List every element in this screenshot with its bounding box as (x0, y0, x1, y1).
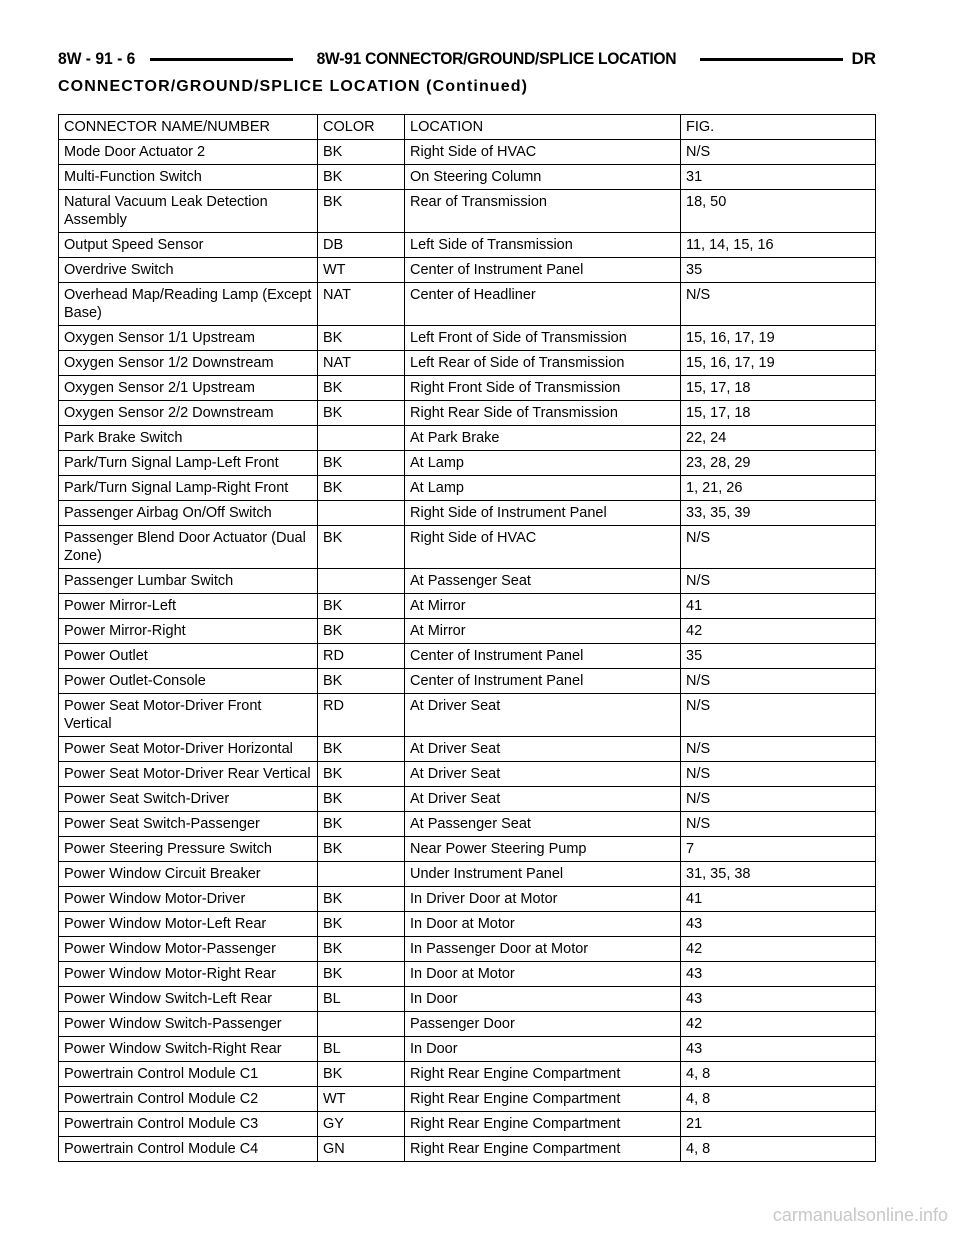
connector-name-cell: Power Outlet (59, 644, 318, 669)
column-header-fig: FIG. (681, 115, 876, 140)
location-cell: At Passenger Seat (405, 569, 681, 594)
connector-name-cell: Power Mirror-Left (59, 594, 318, 619)
fig-cell: 43 (681, 1037, 876, 1062)
fig-cell: 15, 16, 17, 19 (681, 326, 876, 351)
color-cell: BK (318, 326, 405, 351)
location-cell: At Driver Seat (405, 762, 681, 787)
table-header-row (59, 115, 876, 140)
fig-cell: 15, 17, 18 (681, 401, 876, 426)
table-row (59, 1062, 876, 1087)
color-cell: RD (318, 644, 405, 669)
location-cell: Right Front Side of Transmission (405, 376, 681, 401)
location-cell: Right Side of HVAC (405, 140, 681, 165)
connector-name-cell: Power Window Switch-Left Rear (59, 987, 318, 1012)
location-cell: Right Rear Engine Compartment (405, 1062, 681, 1087)
location-cell: In Door (405, 987, 681, 1012)
table-row (59, 862, 876, 887)
table-row (59, 426, 876, 451)
color-cell (318, 862, 405, 887)
color-cell (318, 426, 405, 451)
connector-name-cell: Powertrain Control Module C3 (59, 1112, 318, 1137)
connector-name-cell: Power Seat Switch-Driver (59, 787, 318, 812)
location-cell: At Driver Seat (405, 787, 681, 812)
fig-cell: 35 (681, 258, 876, 283)
table-row (59, 912, 876, 937)
color-cell: BK (318, 962, 405, 987)
connector-name-cell: Park/Turn Signal Lamp-Right Front (59, 476, 318, 501)
fig-cell: N/S (681, 737, 876, 762)
connector-name-cell: Power Window Motor-Passenger (59, 937, 318, 962)
connector-name-cell: Oxygen Sensor 2/1 Upstream (59, 376, 318, 401)
color-cell: BK (318, 762, 405, 787)
table-row (59, 669, 876, 694)
location-cell: Right Side of HVAC (405, 526, 681, 569)
connector-name-cell: Power Window Switch-Passenger (59, 1012, 318, 1037)
connector-name-cell: Powertrain Control Module C2 (59, 1087, 318, 1112)
location-cell: At Lamp (405, 476, 681, 501)
color-cell: BK (318, 451, 405, 476)
location-cell: Center of Instrument Panel (405, 258, 681, 283)
table-row (59, 1112, 876, 1137)
table-row (59, 376, 876, 401)
color-cell: BL (318, 1037, 405, 1062)
location-cell: In Passenger Door at Motor (405, 937, 681, 962)
connector-name-cell: Oxygen Sensor 1/1 Upstream (59, 326, 318, 351)
connector-name-cell: Park/Turn Signal Lamp-Left Front (59, 451, 318, 476)
table-row (59, 962, 876, 987)
location-cell: At Mirror (405, 619, 681, 644)
color-cell: BK (318, 140, 405, 165)
color-cell: BK (318, 787, 405, 812)
location-cell: Right Rear Engine Compartment (405, 1137, 681, 1162)
table-row (59, 401, 876, 426)
connector-name-cell: Multi-Function Switch (59, 165, 318, 190)
color-cell: NAT (318, 283, 405, 326)
color-cell: BL (318, 987, 405, 1012)
table-body (59, 140, 876, 1162)
color-cell: BK (318, 812, 405, 837)
table-row (59, 937, 876, 962)
table-row (59, 165, 876, 190)
connector-name-cell: Powertrain Control Module C4 (59, 1137, 318, 1162)
section-heading: 8W-91 CONNECTOR/GROUND/SPLICE LOCATION (316, 49, 677, 68)
location-cell: Left Rear of Side of Transmission (405, 351, 681, 376)
fig-cell: 11, 14, 15, 16 (681, 233, 876, 258)
location-cell: In Door at Motor (405, 962, 681, 987)
color-cell: NAT (318, 351, 405, 376)
connector-name-cell: Power Outlet-Console (59, 669, 318, 694)
column-header-connector: CONNECTOR NAME/NUMBER (59, 115, 318, 140)
location-cell: Near Power Steering Pump (405, 837, 681, 862)
fig-cell: N/S (681, 526, 876, 569)
table-row (59, 837, 876, 862)
connector-name-cell: Overhead Map/Reading Lamp (Except Base) (59, 283, 318, 326)
table-row (59, 619, 876, 644)
fig-cell: 43 (681, 912, 876, 937)
color-cell: BK (318, 837, 405, 862)
table-row (59, 526, 876, 569)
page-number: 8W - 91 - 6 (58, 49, 136, 68)
location-cell: Center of Headliner (405, 283, 681, 326)
table-row (59, 140, 876, 165)
fig-cell: N/S (681, 694, 876, 737)
fig-cell: 23, 28, 29 (681, 451, 876, 476)
color-cell: BK (318, 165, 405, 190)
table-row (59, 351, 876, 376)
color-cell: DB (318, 233, 405, 258)
watermark: carmanualsonline.info (772, 1205, 948, 1225)
connector-name-cell: Passenger Blend Door Actuator (Dual Zone) (59, 526, 318, 569)
table-row (59, 326, 876, 351)
location-cell: Passenger Door (405, 1012, 681, 1037)
color-cell: BK (318, 912, 405, 937)
color-cell: BK (318, 401, 405, 426)
connector-name-cell: Power Window Circuit Breaker (59, 862, 318, 887)
connector-name-cell: Power Seat Switch-Passenger (59, 812, 318, 837)
fig-cell: N/S (681, 569, 876, 594)
location-cell: In Door at Motor (405, 912, 681, 937)
table-row (59, 569, 876, 594)
location-cell: In Driver Door at Motor (405, 887, 681, 912)
location-cell: On Steering Column (405, 165, 681, 190)
connector-name-cell: Power Window Motor-Right Rear (59, 962, 318, 987)
color-cell (318, 1012, 405, 1037)
fig-cell: 43 (681, 962, 876, 987)
table-row (59, 1012, 876, 1037)
fig-cell: 42 (681, 937, 876, 962)
fig-cell: 35 (681, 644, 876, 669)
table-row (59, 1037, 876, 1062)
location-cell: Center of Instrument Panel (405, 669, 681, 694)
location-cell: At Driver Seat (405, 737, 681, 762)
table-row (59, 1087, 876, 1112)
column-header-location: LOCATION (405, 115, 681, 140)
color-cell: BK (318, 937, 405, 962)
location-cell: At Park Brake (405, 426, 681, 451)
fig-cell: 15, 17, 18 (681, 376, 876, 401)
color-cell: GN (318, 1137, 405, 1162)
connector-name-cell: Power Seat Motor-Driver Rear Vertical (59, 762, 318, 787)
location-cell: At Passenger Seat (405, 812, 681, 837)
table-row (59, 644, 876, 669)
color-cell: BK (318, 669, 405, 694)
table-row (59, 694, 876, 737)
location-cell: Right Rear Engine Compartment (405, 1087, 681, 1112)
fig-cell: N/S (681, 283, 876, 326)
table-row (59, 1137, 876, 1162)
table-row (59, 762, 876, 787)
location-cell: Left Front of Side of Transmission (405, 326, 681, 351)
fig-cell: 42 (681, 619, 876, 644)
model-code: DR (851, 49, 876, 68)
table-row (59, 258, 876, 283)
fig-cell: 4, 8 (681, 1062, 876, 1087)
color-cell: BK (318, 887, 405, 912)
connector-name-cell: Power Window Motor-Driver (59, 887, 318, 912)
header-rule-right (700, 58, 843, 61)
table-row (59, 594, 876, 619)
page-header (58, 44, 876, 74)
column-header-color: COLOR (318, 115, 405, 140)
location-cell: Right Rear Side of Transmission (405, 401, 681, 426)
connector-name-cell: Power Steering Pressure Switch (59, 837, 318, 862)
fig-cell: 21 (681, 1112, 876, 1137)
color-cell: BK (318, 594, 405, 619)
connector-name-cell: Power Window Switch-Right Rear (59, 1037, 318, 1062)
table-row (59, 233, 876, 258)
location-cell: Under Instrument Panel (405, 862, 681, 887)
table-row (59, 787, 876, 812)
connector-name-cell: Park Brake Switch (59, 426, 318, 451)
connector-name-cell: Output Speed Sensor (59, 233, 318, 258)
fig-cell: 41 (681, 594, 876, 619)
fig-cell: 4, 8 (681, 1137, 876, 1162)
connector-location-table (58, 114, 876, 1162)
fig-cell: N/S (681, 762, 876, 787)
fig-cell: 41 (681, 887, 876, 912)
fig-cell: 31 (681, 165, 876, 190)
fig-cell: N/S (681, 787, 876, 812)
fig-cell: 31, 35, 38 (681, 862, 876, 887)
table-row (59, 283, 876, 326)
color-cell: BK (318, 619, 405, 644)
connector-name-cell: Overdrive Switch (59, 258, 318, 283)
color-cell: BK (318, 476, 405, 501)
table-row (59, 476, 876, 501)
table-row (59, 501, 876, 526)
location-cell: At Lamp (405, 451, 681, 476)
color-cell: BK (318, 737, 405, 762)
color-cell (318, 569, 405, 594)
connector-name-cell: Passenger Lumbar Switch (59, 569, 318, 594)
location-cell: In Door (405, 1037, 681, 1062)
fig-cell: 22, 24 (681, 426, 876, 451)
connector-name-cell: Power Mirror-Right (59, 619, 318, 644)
location-cell: Center of Instrument Panel (405, 644, 681, 669)
fig-cell: 33, 35, 39 (681, 501, 876, 526)
color-cell: WT (318, 258, 405, 283)
location-cell: At Driver Seat (405, 694, 681, 737)
page-title: CONNECTOR/GROUND/SPLICE LOCATION (Continued) (58, 78, 529, 95)
location-cell: Right Rear Engine Compartment (405, 1112, 681, 1137)
fig-cell: 7 (681, 837, 876, 862)
connector-name-cell: Mode Door Actuator 2 (59, 140, 318, 165)
connector-name-cell: Oxygen Sensor 1/2 Downstream (59, 351, 318, 376)
fig-cell: 4, 8 (681, 1087, 876, 1112)
table-row (59, 887, 876, 912)
fig-cell: N/S (681, 140, 876, 165)
connector-name-cell: Powertrain Control Module C1 (59, 1062, 318, 1087)
fig-cell: N/S (681, 812, 876, 837)
color-cell: RD (318, 694, 405, 737)
connector-name-cell: Natural Vacuum Leak Detection Assembly (59, 190, 318, 233)
color-cell: BK (318, 526, 405, 569)
table-row (59, 987, 876, 1012)
color-cell: WT (318, 1087, 405, 1112)
fig-cell: 42 (681, 1012, 876, 1037)
color-cell (318, 501, 405, 526)
location-cell: At Mirror (405, 594, 681, 619)
color-cell: BK (318, 190, 405, 233)
table-row (59, 190, 876, 233)
connector-name-cell: Power Window Motor-Left Rear (59, 912, 318, 937)
fig-cell: N/S (681, 669, 876, 694)
table-row (59, 451, 876, 476)
fig-cell: 1, 21, 26 (681, 476, 876, 501)
connector-name-cell: Power Seat Motor-Driver Horizontal (59, 737, 318, 762)
connector-name-cell: Oxygen Sensor 2/2 Downstream (59, 401, 318, 426)
table-row (59, 737, 876, 762)
location-cell: Rear of Transmission (405, 190, 681, 233)
location-cell: Left Side of Transmission (405, 233, 681, 258)
color-cell: BK (318, 1062, 405, 1087)
location-cell: Right Side of Instrument Panel (405, 501, 681, 526)
header-rule-left (150, 58, 293, 61)
connector-name-cell: Power Seat Motor-Driver Front Vertical (59, 694, 318, 737)
fig-cell: 43 (681, 987, 876, 1012)
color-cell: GY (318, 1112, 405, 1137)
table-row (59, 812, 876, 837)
fig-cell: 18, 50 (681, 190, 876, 233)
color-cell: BK (318, 376, 405, 401)
fig-cell: 15, 16, 17, 19 (681, 351, 876, 376)
connector-name-cell: Passenger Airbag On/Off Switch (59, 501, 318, 526)
